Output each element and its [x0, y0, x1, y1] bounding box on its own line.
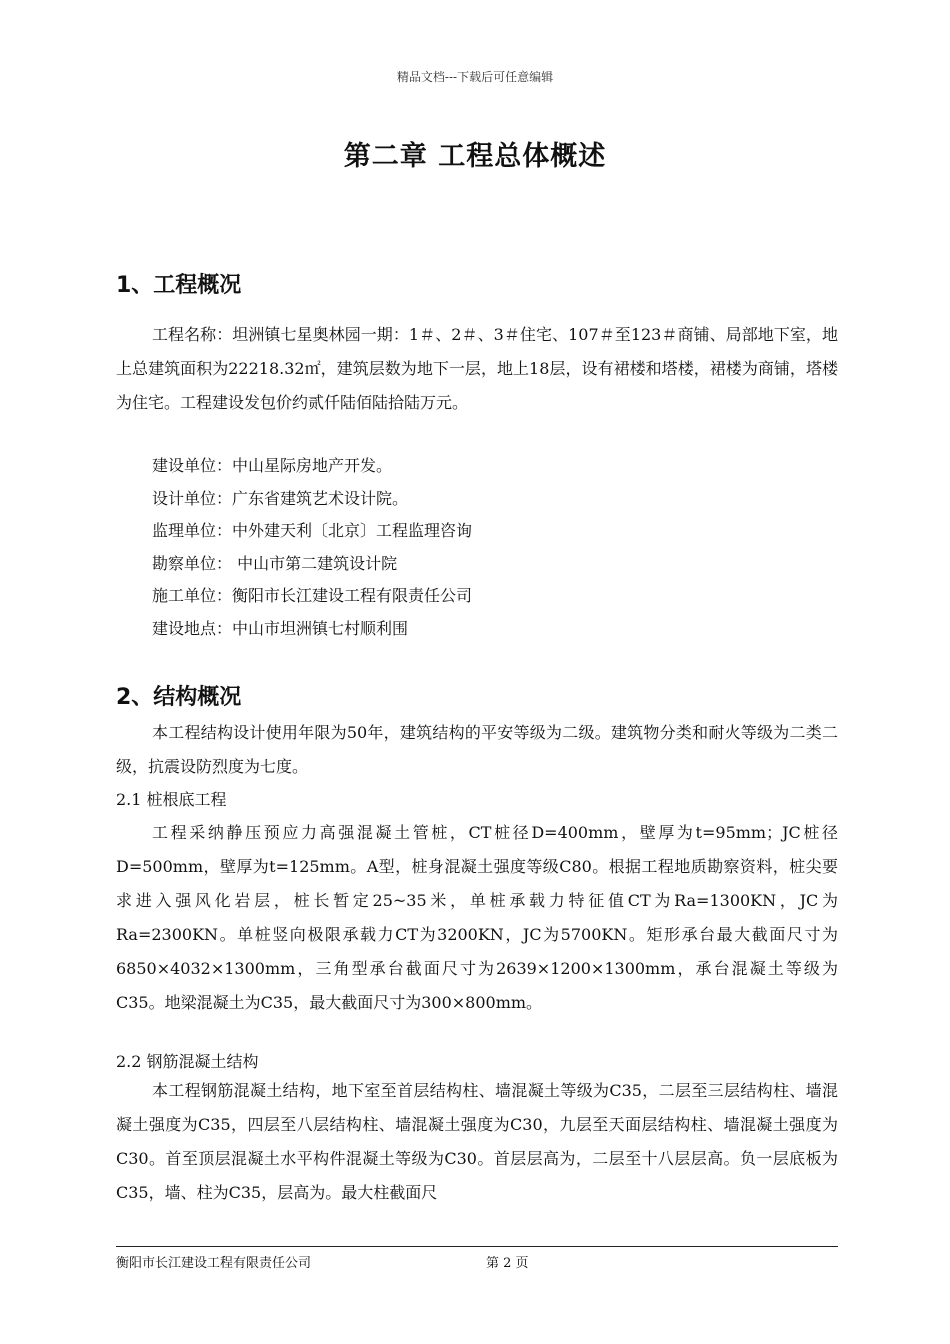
subheading-rc-structure: 2.2 钢筋混凝土结构 — [116, 1052, 259, 1071]
section-heading-structure-overview: 2、结构概况 — [116, 685, 242, 710]
structure-intro-paragraph: 本工程结构设计使用年限为50年，建筑结构的平安等级为二级。建筑物分类和耐火等级为二类二级，抗震设防烈度为七度。 — [116, 723, 838, 776]
header-note: 精品文档---下载后可任意编辑 — [396, 70, 554, 84]
pile-foundation-paragraph: 工程采纳静压预应力高强混凝土管桩，CT桩径D=400mm，壁厚为t=95mm；JC桩径D=500mm，壁厚为t=125mm。A型，桩身混凝土强度等级C80。根据工程地质勘察资料，桩尖要求进入强风化岩层，桩长暂定25~35米，单桩承载力特征值CT为Ra=1300KN，JC为Ra=2300KN。单桩竖向极限承载力CT为3200KN，JC为5700KN。矩形承台最大截面尺寸为6850×4032×1300mm，三角型承台截面尺寸为2639×1200×1300mm，承台混凝土等级为C35。地梁混凝土为C35，最大截面尺寸为300×800mm。 — [116, 823, 838, 1012]
info-line-supervisor: 监理单位：中外建天利〔北京〕工程监理咨询 — [152, 521, 473, 540]
info-line-designer: 设计单位：广东省建筑艺术设计院。 — [152, 489, 409, 508]
info-line-contractor: 施工单位：衡阳市长江建设工程有限责任公司 — [152, 586, 473, 605]
footer-company: 衡阳市长江建设工程有限责任公司 — [116, 1256, 312, 1271]
section-heading-project-overview: 1、工程概况 — [116, 273, 242, 298]
info-line-owner: 建设单位：中山星际房地产开发。 — [152, 456, 393, 475]
subheading-pile-foundation: 2.1 桩根底工程 — [116, 790, 227, 809]
footer-page-number: 第 2 页 — [486, 1256, 529, 1271]
project-intro-paragraph: 工程名称：坦洲镇七星奥林园一期：1＃、2＃、3＃住宅、107＃至123＃商铺、局部地下室，地上总建筑面积为22218.32㎡，建筑层数为地下一层，地上18层，设有裙楼和塔楼，裙楼为商铺，塔楼为住宅。工程建设发包价约贰仟陆佰陆拾陆万元。 — [116, 325, 838, 412]
info-line-surveyor: 勘察单位： 中山市第二建筑设计院 — [152, 554, 398, 573]
chapter-title: 第二章 工程总体概述 — [343, 141, 607, 172]
rc-structure-paragraph: 本工程钢筋混凝土结构，地下室至首层结构柱、墙混凝土等级为C35，二层至三层结构柱、墙混凝土强度为C35，四层至八层结构柱、墙混凝土强度为C30，九层至天面层结构柱、墙混凝土强度为C30。首至顶层混凝土水平构件混凝土等级为C30。首层层高为，二层至十八层层高。负一层底板为C35，墙、柱为C35，层高为。最大柱截面尺 — [116, 1081, 838, 1202]
footer-divider — [116, 1246, 838, 1247]
info-line-location: 建设地点：中山市坦洲镇七村顺利围 — [152, 619, 409, 638]
